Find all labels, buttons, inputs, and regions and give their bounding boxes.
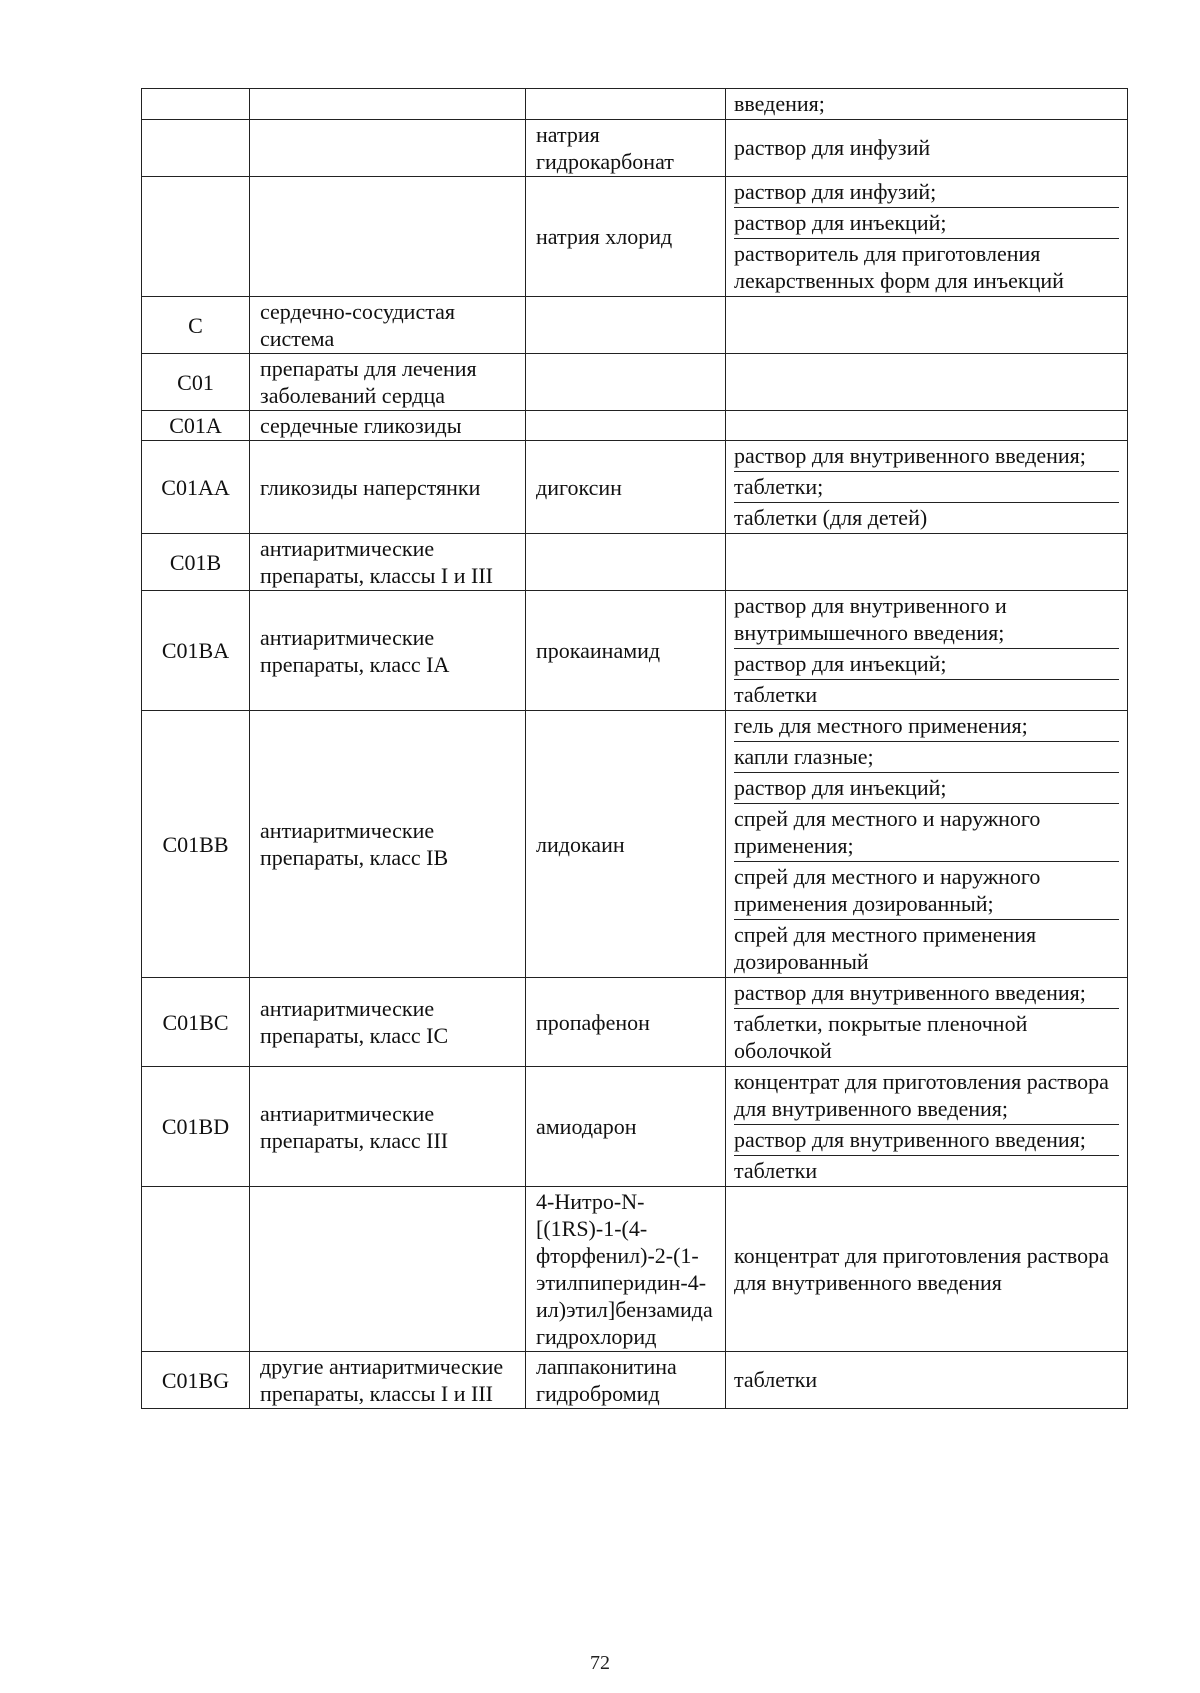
- dosage-form-item: таблетки (для детей): [734, 505, 928, 530]
- dosage-form-item: раствор для внутривенного введения;: [734, 441, 1119, 472]
- dosage-form-item: спрей для местного и наружного применения;: [734, 804, 1119, 862]
- drug-name-cell: пропафенон: [526, 978, 726, 1067]
- dosage-form-item: концентрат для приготовления раствора для внутривенного введения: [734, 1242, 1109, 1295]
- table-body: [142, 89, 1128, 1409]
- table-row: [142, 1187, 1128, 1352]
- atc-code-cell: C01BA: [142, 591, 250, 711]
- atc-code-cell: [142, 177, 250, 297]
- dosage-form-item: таблетки;: [734, 472, 1119, 503]
- dosage-forms-cell: [726, 177, 1128, 297]
- anatomical-group-cell: антиаритмические препараты, класс IC: [250, 978, 526, 1067]
- atc-code-cell: [142, 120, 250, 177]
- anatomical-group-cell: другие антиаритмические препараты, классы I и III: [250, 1352, 526, 1409]
- table-row: [142, 297, 1128, 354]
- dosage-forms-cell: [726, 978, 1128, 1067]
- dosage-form-item: раствор для инъекций;: [734, 649, 1119, 680]
- drug-name-cell: [526, 411, 726, 441]
- anatomical-group-cell: антиаритмические препараты, класс IB: [250, 711, 526, 978]
- table-row: [142, 354, 1128, 411]
- dosage-form-item: таблетки, покрытые пленочной оболочкой: [734, 1011, 1028, 1063]
- dosage-form-item: спрей для местного применения дозированный: [734, 922, 1037, 974]
- table-row: [142, 177, 1128, 297]
- medicines-table: [141, 88, 1128, 1409]
- anatomical-group-cell: антиаритмические препараты, классы I и III: [250, 534, 526, 591]
- dosage-form-item: раствор для инъекций;: [734, 773, 1119, 804]
- table-row: [142, 411, 1128, 441]
- anatomical-group-cell: сердечно-сосудистая система: [250, 297, 526, 354]
- dosage-form-item: концентрат для приготовления раствора для внутривенного введения;: [734, 1067, 1119, 1125]
- table-row: [142, 120, 1128, 177]
- anatomical-group-cell: [250, 89, 526, 120]
- atc-code-cell: C01BG: [142, 1352, 250, 1409]
- page-number: 72: [590, 1652, 610, 1674]
- table-row: [142, 1067, 1128, 1187]
- atc-code-cell: C: [142, 297, 250, 354]
- atc-code-cell: [142, 89, 250, 120]
- table-row: [142, 534, 1128, 591]
- drug-name-cell: лидокаин: [526, 711, 726, 978]
- atc-code-cell: C01AA: [142, 441, 250, 534]
- anatomical-group-cell: [250, 177, 526, 297]
- dosage-forms-cell: [726, 411, 1128, 441]
- atc-code-cell: C01A: [142, 411, 250, 441]
- dosage-forms-cell: [726, 1067, 1128, 1187]
- dosage-forms-cell: [726, 297, 1128, 354]
- anatomical-group-cell: [250, 120, 526, 177]
- anatomical-group-cell: препараты для лечения заболеваний сердца: [250, 354, 526, 411]
- dosage-forms-cell: [726, 534, 1128, 591]
- dosage-form-item: введения;: [734, 91, 825, 116]
- atc-code-cell: C01BC: [142, 978, 250, 1067]
- dosage-forms-cell: [726, 591, 1128, 711]
- dosage-form-item: спрей для местного и наружного применения дозированный;: [734, 862, 1119, 920]
- dosage-form-item: раствор для инфузий: [734, 135, 931, 160]
- drug-name-cell: [526, 89, 726, 120]
- drug-name-cell: дигоксин: [526, 441, 726, 534]
- anatomical-group-cell: сердечные гликозиды: [250, 411, 526, 441]
- anatomical-group-cell: антиаритмические препараты, класс IA: [250, 591, 526, 711]
- dosage-form-item: таблетки: [734, 682, 818, 707]
- atc-code-cell: C01BB: [142, 711, 250, 978]
- table-row: [142, 978, 1128, 1067]
- dosage-form-item: раствор для инъекций;: [734, 208, 1119, 239]
- dosage-forms-cell: [726, 89, 1128, 120]
- anatomical-group-cell: [250, 1187, 526, 1352]
- table-row: [142, 441, 1128, 534]
- dosage-form-item: раствор для внутривенного и внутримышечного введения;: [734, 591, 1119, 649]
- dosage-form-item: таблетки: [734, 1158, 818, 1183]
- dosage-form-item: растворитель для приготовления лекарственных форм для инъекций: [734, 241, 1064, 293]
- dosage-form-item: раствор для внутривенного введения;: [734, 978, 1119, 1009]
- anatomical-group-cell: антиаритмические препараты, класс III: [250, 1067, 526, 1187]
- drug-name-cell: 4-Нитро-N-[(1RS)-1-(4-фторфенил)-2-(1-этилпиперидин-4-ил)этил]бензамида гидрохлорид: [526, 1187, 726, 1352]
- dosage-forms-cell: [726, 441, 1128, 534]
- drug-name-cell: [526, 297, 726, 354]
- dosage-forms-cell: [726, 1187, 1128, 1352]
- dosage-form-item: таблетки: [734, 1367, 818, 1392]
- dosage-form-item: капли глазные;: [734, 742, 1119, 773]
- table-row: [142, 711, 1128, 978]
- anatomical-group-cell: гликозиды наперстянки: [250, 441, 526, 534]
- drug-name-cell: амиодарон: [526, 1067, 726, 1187]
- drug-name-cell: натрия гидрокарбонат: [526, 120, 726, 177]
- dosage-forms-cell: [726, 354, 1128, 411]
- atc-code-cell: [142, 1187, 250, 1352]
- dosage-forms-cell: [726, 1352, 1128, 1409]
- drug-name-cell: [526, 354, 726, 411]
- table-row: [142, 1352, 1128, 1409]
- drug-name-cell: прокаинамид: [526, 591, 726, 711]
- atc-code-cell: C01: [142, 354, 250, 411]
- table-row: [142, 89, 1128, 120]
- atc-code-cell: C01B: [142, 534, 250, 591]
- dosage-form-item: раствор для внутривенного введения;: [734, 1125, 1119, 1156]
- atc-code-cell: C01BD: [142, 1067, 250, 1187]
- dosage-form-item: гель для местного применения;: [734, 711, 1119, 742]
- dosage-forms-cell: [726, 711, 1128, 978]
- drug-name-cell: натрия хлорид: [526, 177, 726, 297]
- drug-name-cell: [526, 534, 726, 591]
- table-row: [142, 591, 1128, 711]
- dosage-forms-cell: [726, 120, 1128, 177]
- drug-name-cell: лаппаконитина гидробромид: [526, 1352, 726, 1409]
- dosage-form-item: раствор для инфузий;: [734, 177, 1119, 208]
